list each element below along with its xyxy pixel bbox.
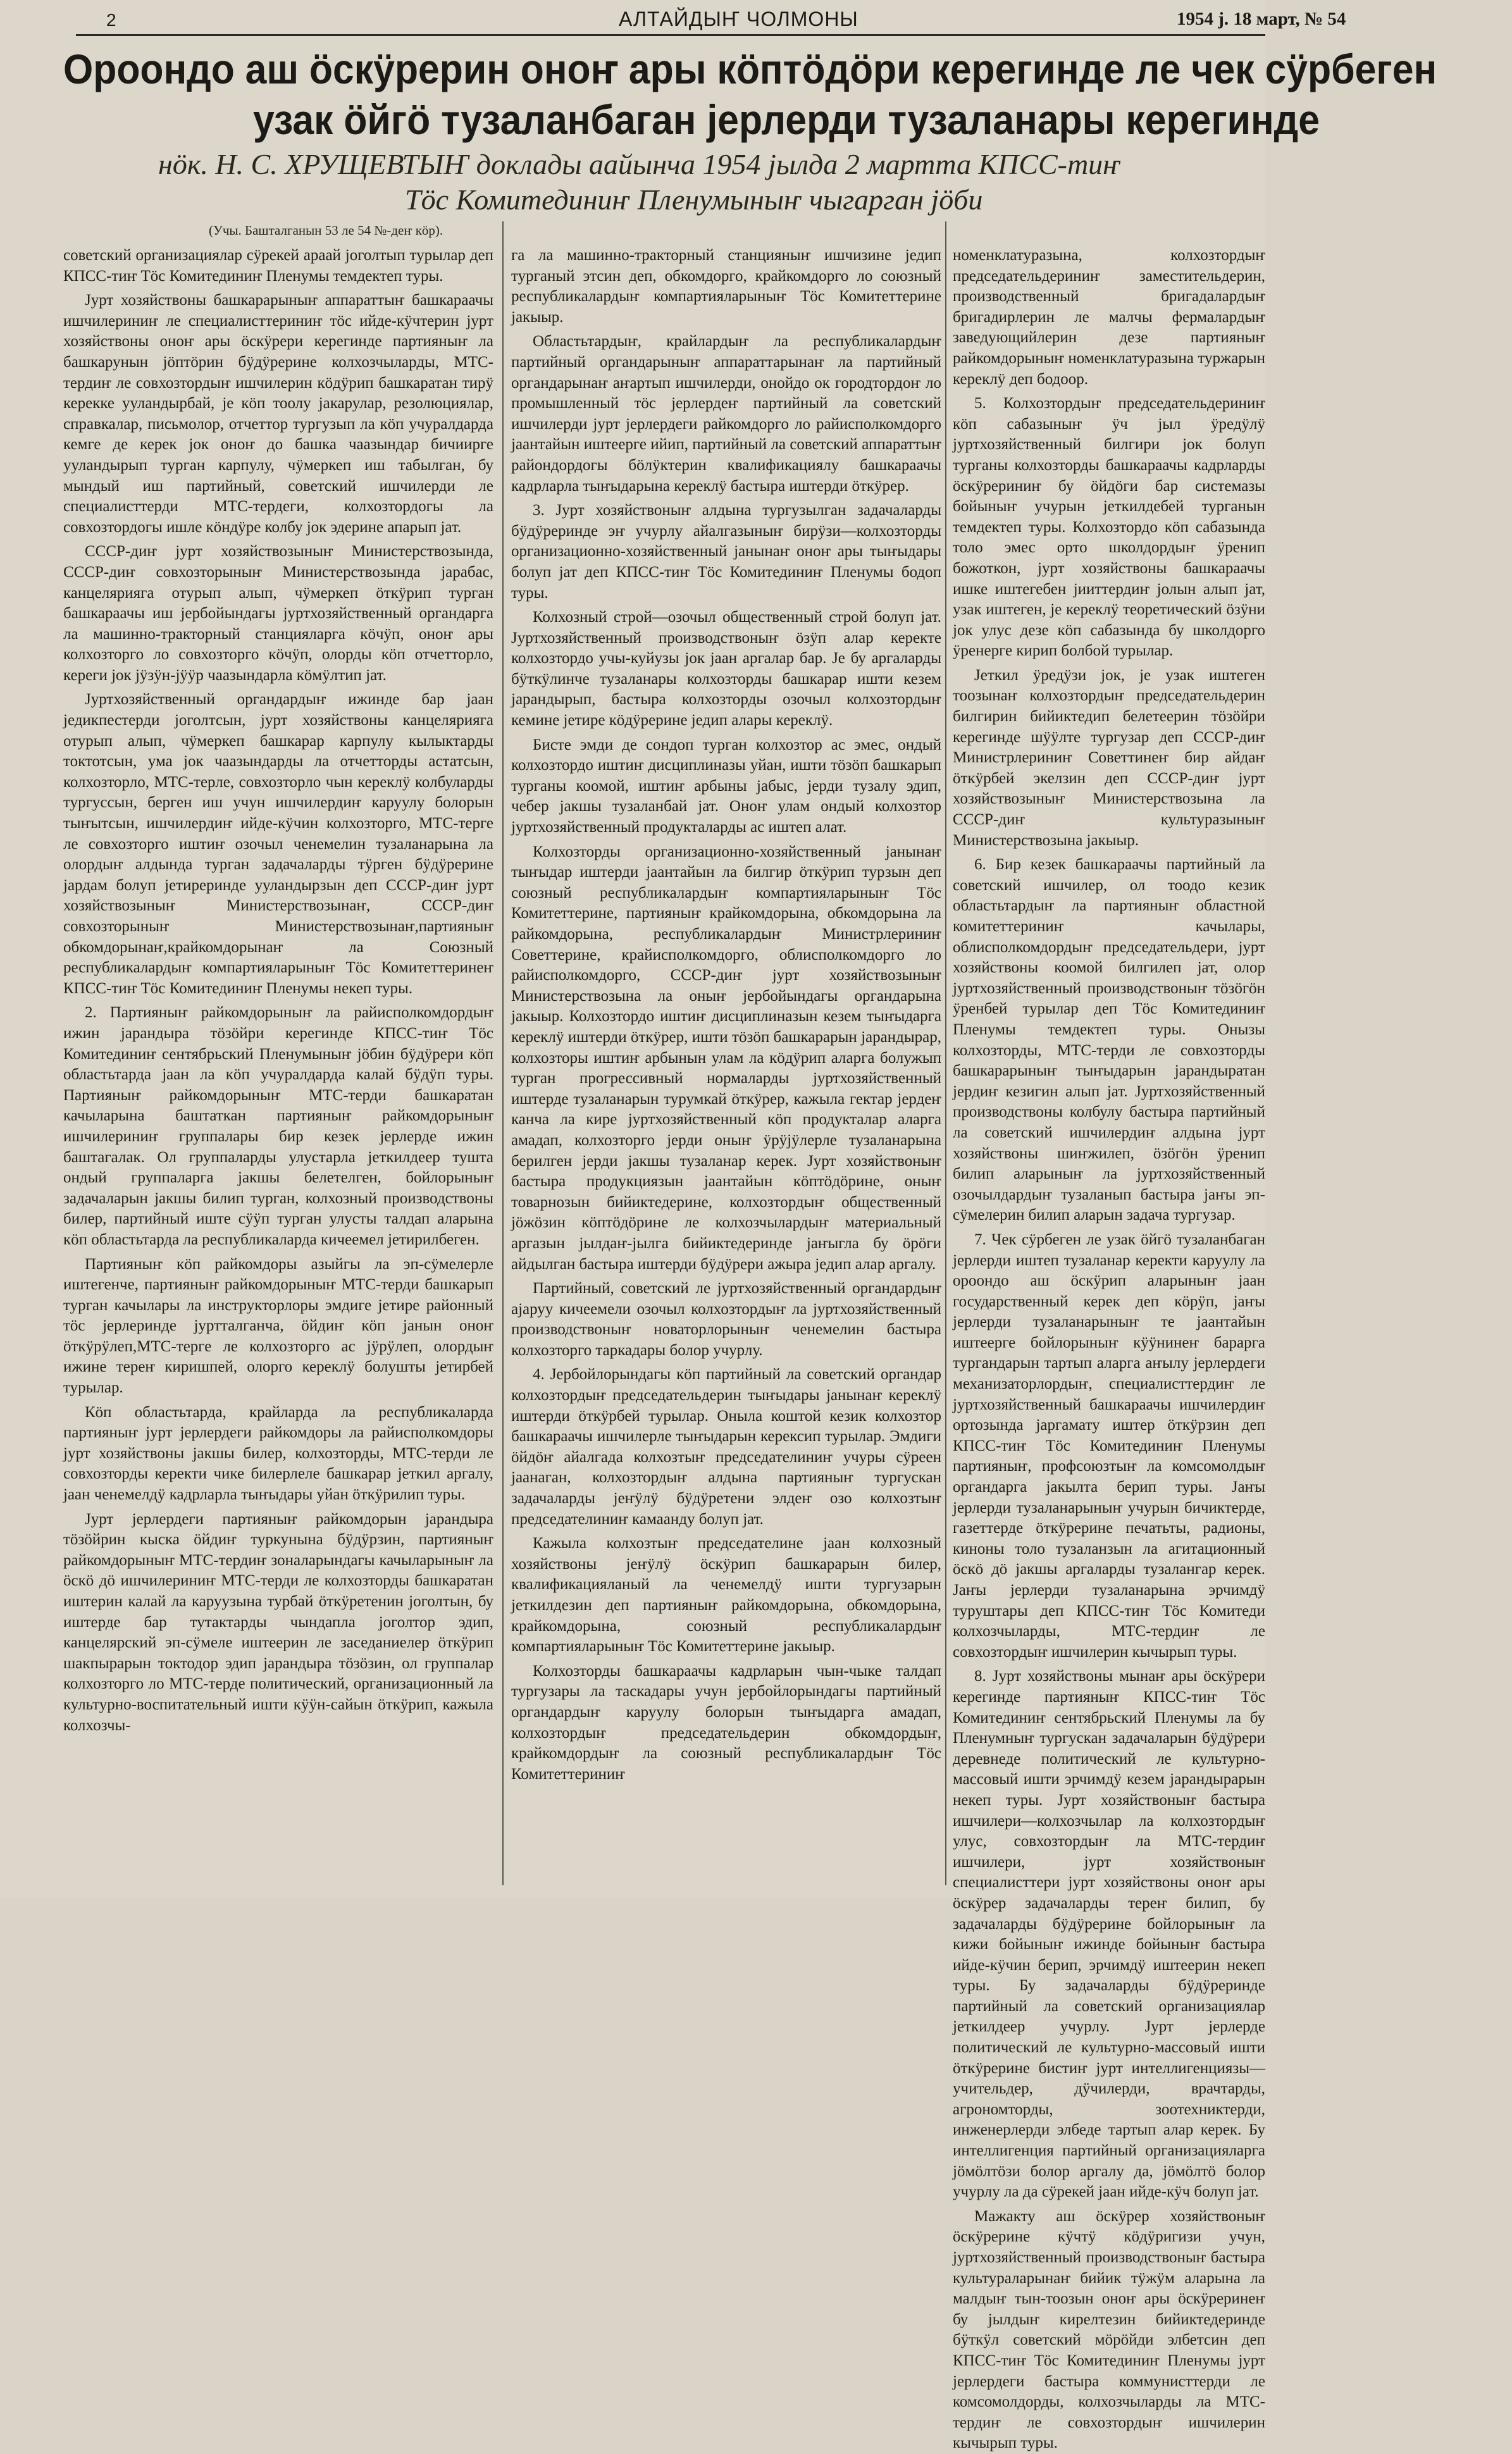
paragraph: га ла машинно-тракторный станцияныҥ ишчизине једип турганый этсин деп, обкомдорго, крайкомдорго ло союзный республикалардыҥ компартияларыныҥ Тöс Комитеттерине јакыыр.	[511, 247, 941, 326]
paragraph: Колхозный строй—озочыл общественный строй болуп јат. Јуртхозяйственный производствоныҥ öзÿп алар керекте колхозтордо учы-куйузы јок јаан аргалар бар. Је бу аргаларды бÿткÿлинче тузаланары колхозторды башкарар ишти кезем јарандырып, бастыра колхозторды озочыл колхозтордыҥ кемине јетире кöдÿрерине једип алары кереклÿ.	[511, 609, 941, 729]
page-number: 2	[106, 10, 116, 30]
paragraph: Колхозторды башкараачы кадрларын чын-чыке талдап тургузары ла таскадары учун јербойлорындагы партийный органдардыҥ каруулу болорын тыҥыдарга амадап, колхозтордыҥ председательдерин обкомдордыҥ, крайкомдордыҥ ла союзный республикалардыҥ Тöс Комитеттериниҥ	[511, 1662, 941, 1783]
paragraph: Бисте эмди де сондоп турган колхозтор ас эмес, ондый колхозтордо иштиҥ дисциплиназы уйан, ишти тöзöп башкарып турганы коомой, иштиҥ арбыны јабыс, јерди тузалу эдип, чебер јакшы тузаланбай јат. Оноҥ улам ондый колхозтор јуртхозяйственный продукталарды ас иштеп алат.	[511, 736, 941, 836]
paragraph: Јеткил ÿредÿзи јок, је узак иштеген тоозынаҥ колхозтордыҥ председательдерин билгирин бийиктедип белетеерин тöзöйри керегинде шÿÿлте тургузар деп СССР-диҥ Министрлериниҥ Советтинеҥ бир айдаҥ öткÿрбей экелзин деп СССР-диҥ јурт хозяйствозыныҥ Министерствозына ла СССР-диҥ культуразыныҥ Министерствозына јакыыр.	[953, 666, 1265, 849]
subhead-line-2: Тöс Комитединиҥ Пленумыныҥ чыгарган јöби	[405, 183, 983, 216]
issue-date: 1954 ј. 18 март, № 54	[1177, 9, 1346, 29]
article-column-1	[63, 245, 493, 1884]
paragraph: 3. Јурт хозяйствоныҥ алдына тургузылган задачаларды бÿдÿреринде эҥ учурлу айалгазыныҥ бирÿзи—колхозторды организационно-хозяйственный јанынаҥ оноҥ ары тыҥыдары болуп јат деп КПСС-тиҥ Тöс Комитединиҥ Пленумы бодоп туры.	[511, 502, 941, 602]
paragraph: Јурт хозяйствоны башкарарыныҥ аппараттыҥ башкараачы ишчилериниҥ ле специалисттериниҥ тöс ийде-кÿчтерин јурт хозяйствоны оноҥ ары öскÿрери керегинде партияныҥ ла башкарунын јöптöрин бÿдÿрерине колхозчыларды, МТС-тердиҥ ле совхозтордыҥ ишчилерин кöдÿрип башкаратан тирÿ керекке ууландырбай, је кöп тоолу јакарулар, резолюциялар, справкалар, письмолор, отчеттор тургузып ла кöп учуралдарда кемге де керек јок оноҥ до башка чаазындар бичиирге ууландырып турган карпулу, чÿмеркеп иш табылган, бу мындый иш партийный, советский ишчилерди ле специалисттерди МТС-тердеги, колхозтордогы ла совхозтордогы ишле кöндÿре колбу јок эдерине апарып јат.	[63, 292, 493, 536]
paragraph: 2. Партияныҥ райкомдорыныҥ ла райисполкомдордыҥ ижин јарандыра тöзöйри керегинде КПСС-тиҥ Тöс Комитединиҥ сентябрьский Пленумыныҥ јöбин бÿдÿрери кöп областьтарда јаан ла кöп учуралдарда калай бÿдÿп туры. Партияныҥ райкомдорыныҥ МТС-терди башкаратан качыларына баштаткан партияныҥ райкомдорыныҥ ишчилериниҥ группалары бир кезек јерлерде ижин баштагалак. Ол группаларды улустарла јеткилдеер тушта ондый группаларга јакшы белетелген, бойлорыныҥ задачаларын јакшы билип турган, колхозный производствоны билер, партийный иште сÿÿп турган улусты талдап аларына кöп областьтарда ла республикаларда кичеемел јетирилбеген.	[63, 1004, 493, 1248]
paragraph: Областьтардыҥ, крайлардыҥ ла республикалардыҥ партийный органдарыныҥ аппараттарынаҥ ла партийный органдарынаҥ аҥартып ишчилерди, онойдо ок городтордоҥ ло промышленный тöс јерлердеҥ партийный ла советский ишчилерди јурт јерлердеги райкомдорго ло райисполкомдорго јаантайын иштеерге ийип, партийный ла советский аппараттыҥ райондордогы бöлÿктерин квалификациялу башкараачы кадрларла тыҥыдарына кереклÿ бастыра иштерди öткÿрер.	[511, 333, 941, 495]
masthead	[76, 5, 1346, 36]
paragraph: 4. Јербойлорындагы кöп партийный ла советский органдар колхозтордыҥ председательдерин тыҥыдары јанынаҥ кереклÿ иштерди öткÿрбей турылар. Оныла коштой кезик колхозтор башкараачы ишчилерле тыҥыдарын керексип турылар. Эмдиги öйдöҥ айалгада колхозтыҥ председателиниҥ учуры сÿреен јаанаган, колхозтордыҥ алдына партияныҥ тургускан задачаларды јеҥÿлÿ бÿдÿретени элдеҥ озо колхозтыҥ председателиниҥ камаанду болуп јат.	[511, 1366, 941, 1528]
column-rule-2	[945, 221, 946, 1885]
newspaper-name: АЛТАЙДЫҤ ЧОЛМОНЫ	[619, 8, 858, 30]
article-column-2	[511, 245, 941, 1884]
paragraph: Партийный, советский ле јуртхозяйственный органдардыҥ ајаруу кичеемели озочыл колхозтордыҥ ла јуртхозяйственный производствоныҥ новаторлорыныҥ ченемелин бастыра колхозторго таркадары болор учурлу.	[511, 1280, 941, 1359]
headline-line-1: Ороондо аш öскÿрерин оноҥ ары кöптöдöри керегинде ле чек сÿрбеген	[63, 46, 1437, 92]
paragraph: Мажакту аш öскÿрер хозяйствоныҥ öскÿрерине кÿчтÿ кöдÿригизи учун, јуртхозяйственный производствоныҥ бастыра культураларынаҥ бийик тÿжÿм аларына ла малдыҥ тын-тоозын оноҥ ары öскÿреринеҥ бу јылдыҥ кирелтезин бийиктедеринде бÿткÿл советский мöрöйди элбетсин деп КПСС-тиҥ Тöс Комитединиҥ Пленумы јурт јерлердеги бастыра коммунисттерди ле комсомолдорды, колхозчыларды ла МТС-тердиҥ ле совхозтордыҥ ишчилерин кычырып туры.	[953, 2207, 1265, 2452]
paragraph: Јуртхозяйственный органдардыҥ ижинде бар јаан једикпестерди јоголтсын, јурт хозяйствоны канцелярияга отурып алып, чÿмеркеп башкарар карпулу кылыктарды токтотсын, ума јок чаазындарды ла отчетторды астатсын, колхозторло, МТС-терле, совхозторло чын кереклÿ колбуларды тургуссын, берген иш учун ишчилердиҥ каруулу болорын тыҥытсын, ишчилердиҥ ийде-кÿчин колхозторго, МТС-терге ле совхозторго иштиҥ озочыл ченемелин тузаланарына ла олордыҥ алдында турган задачаларды тÿрген бÿдÿрерине јардам болуп јетиреринде ууландырзын деп СССР-диҥ јурт хозяйствозыныҥ Министерствозынаҥ, СССР-диҥ совхозторыныҥ Министерствозынаҥ,партияныҥ обкомдорынаҥ,крайкомдорынаҥ ла Союзный республикалардыҥ компартияларыныҥ Тöс Комитеттеринеҥ КПСС-тиҥ Тöс Комитединиҥ Пленумы некеп туры.	[63, 691, 493, 997]
paragraph: Кöп областьтарда, крайларда ла республикаларда партияныҥ јурт јерлердеги райкомдоры ла райисполкомдоры јурт хозяйствоны јакшы билер, колхозторды, МТС-терди ле совхозторды керекти чике билерлеле башкарар јеткил аргалу, јаан ченемелдÿ кадрларла тыҥыдары уйан öткÿрилип туры.	[63, 1403, 493, 1504]
paragraph: Колхозторды организационно-хозяйственный јанынаҥ тыҥыдар иштерди јаантайын ла билгир öткÿрип турзын деп союзный республикалардыҥ компартияларыныҥ Тöс Комитеттерине, партияныҥ крайкомдорына, обкомдорына ла райкомдорына, республикалардыҥ Министрлериниҥ Советтерине, крайисполкомдорго, облисполкомдорго ло райисполкомдорго, СССР-диҥ јурт хозяйствозыныҥ Министерствозына ла оныҥ јербойындагы органдарына јакыыр. Колхозтордо иштиҥ дисциплиназын кезем тыҥыдарга кереклÿ иштерди öткÿрер, ишти тöзöп башкарарын јарандырар, колхозторы иштиҥ арбынын улам ла кöдÿрип аларга болужып турган прогрессивный нормаларды јуртхозяйственный иштерде тузаланарын турумкай öткÿрер, кажыла гектар јердеҥ канча ла кире јуртхозяйственный кöп продукталар аларга амадап, колхозторго јерди оныҥ ÿрÿјÿлерле тузаланарына берилген јерди јакшы тузаланар керек. Јурт хозяйствоныҥ бастыра продукциязын јаантайын кöптöдöрине, оныҥ товарнозын бийиктедерине, колхозтордыҥ общественный јöжöзин кöптöдöрине ле колхозчылардыҥ материальный аргазын јылдаҥ-јылга бийиктедеринде јаҥыгла бу öрöги айдылган бастыра иштерди бÿдÿрери ажыра једип алар аргалу.	[511, 843, 941, 1273]
paragraph: 7. Чек сÿрбеген ле узак öйгö тузаланбаган јерлерди иштеп тузаланар керекти каруулу ла ороондо аш öскÿрип аларыныҥ јаан государственный керек деп кöрÿп, јаҥы јерлерди тузаланарыныҥ те јаантайын иштеерге бойлорыныҥ кÿÿнинеҥ барарга тургандарын тартып аларга аҥылу јерлердеги механизаторлордыҥ, специалисттердиҥ ле јуртхозяйственный башкараачы ишчилердиҥ ортозында јаргамату иштер öткÿрзин деп КПСС-тиҥ Тöс Комитединиҥ Пленумы партияныҥ, профсоюзтыҥ ла комсомолдыҥ органдарга јакылта берип туры. Јаҥы јерлерди тузаланарыныҥ учурын бичиктерде, газеттерде öткÿрерине печатьты, радионы, киноны толо тузаланзын ла агитационный öскö дö јакшы аргаларды тузалангар керек. Јаҥы јерлерди тузаланарына эрчимдÿ туруштары деп КПСС-тиҥ Тöс Комитеди колхозчыларды, МТС-тердиҥ ле совхозтордыҥ ишчилерин кычырып туры.	[953, 1230, 1265, 1661]
article-column-3	[953, 245, 1265, 2452]
paragraph: Партияныҥ кöп райкомдоры азыйгы ла эп-сÿмелерле иштегенче, партияныҥ райкомдорыныҥ МТС-терди башкарып турган качылары ла инструкторлоры эмдиге јетире районный тöс јерлеринде јуртталганча, öйдиҥ кöп јанын оноҥ öткÿрÿлеп,МТС-терге ле колхозторго ас јÿрÿлеп, олордыҥ ижине тереҥ киришпей, олорго кереклÿ болушты јетирбей турылар.	[63, 1255, 493, 1397]
paragraph: 6. Бир кезек башкараачы партийный ла советский ишчилер, ол тоодо кезик областьтардыҥ ла партияныҥ областной комитеттериниҥ качылары, облисполкомдордыҥ председательдери, јурт хозяйствоны коомой билгилеп јат, олор јуртхозяйственный производствоныҥ тöзöгöн ÿренбей турылар деп Тöс Комитединиҥ Пленумы темдектеп туры. Онызы колхозторды, МТС-терди ле совхозторды башкарарыныҥ тыҥыдарын јарандыратан јердиҥ кезигин алып јат. Јуртхозяйственный производствоны колбулу бастыра партийный ла советский ишчилердиҥ алдына јурт хозяйствоны шиҥжилеп, öзöгöн ÿренип билип аларыныҥ ла јуртхозяйственный озочылдардыҥ тузаланып бастыра јаҥы эп-сÿмелерин билип аларын задача тургузар.	[953, 856, 1265, 1224]
paragraph: советский организациялар сÿрекей араай јоголтып турылар деп КПСС-тиҥ Тöс Комитединиҥ Пленумы темдектеп туры.	[63, 247, 493, 285]
paragraph: 5. Колхозтордыҥ председательдериниҥ кöп сабазыныҥ ÿч јыл ÿредÿлÿ јуртхозяйственный билгири јок болуп турганы колхозторды башкараачы кадрларды öскÿрериниҥ бу öйдöги бар системазы бойыныҥ учурын јеткилдебей турганын темдектеп туры. Колхозтордо кöп сабазында толо эмес орто школдордыҥ ÿренип божоткон, јурт хозяйствоны башкараачы ишке иштегебен јииттердиҥ јолын алып јат, узак иштеген, је кереклÿ теоретический öзÿни јок улус дезе кöп сабазында бу школдорго ÿренерге кирип болбой турылар.	[953, 395, 1265, 660]
continuation-note: (Учы. Башталганын 53 ле 54 №-деҥ кöр).	[209, 223, 443, 238]
paragraph: 8. Јурт хозяйствоны мынаҥ ары öскÿрери керегинде партияныҥ КПСС-тиҥ Тöс Комитединиҥ сентябрьский Пленумы ла бу Пленумныҥ тургускан задачаларын бÿдÿрери деревнеде политический ле культурно-массовый ишти эрчимдÿ кезем јарандырарын некеп туры. Јурт хозяйствоныҥ бастыра ишчилери—колхозчылар ла колхозтордыҥ улус, совхозтордыҥ ла МТС-тердиҥ ишчилери, јурт хозяйствоныҥ специалисттери јурт хозяйствоны оноҥ ары öскÿрер задачаларды тереҥ билип, бу задачаларды бÿдÿрерине бойлорыныҥ ла кижи бойыныҥ ижинде бойыныҥ бастыра ийде-кÿчин берип, эрчимдÿ иштеерин некеп туры. Бу задачаларды бÿдÿреринде партийный ла советский организациялар јеткилдеер учурлу. Јурт јерлерде политический ле культурно-массовый ишти öткÿрерине бистиҥ јурт интеллигенциязы—учительдер, дÿчилерди, врачтарды, агрономторды, зоотехниктерди, инженерлерди элбеде тартып алар керек. Бу интеллигенция партийный организацияларга јöмöлтöзи болор аргалу да, јöмöлтö болор учурлу ла да сÿрекей јаан ийде-кÿч болуп јат.	[953, 1668, 1265, 2201]
paragraph: Јурт јерлердеги партияныҥ райкомдорын јарандыра тöзöйрин кыска öйдиҥ туркунына бÿдÿрзин, партияныҥ райкомдорыныҥ МТС-тердиҥ зоналарындагы качыларыныҥ ла öскö дö ишчилериниҥ МТС-терди ле колхозторды башкаратан иштерин калай ла каруузына турбай öткÿретенин јоголтын, бу иштерде бар тутактарды чындапла јоголтор эдип, канцелярский эп-сÿмеле иштеерин ле заседаниелер öткÿрип шакпырарын токтодор эдип јарандыра тöзöзин, ол группалар колхозторго ло МТС-терде политический, организационный ла культурно-воспитательный ишти кÿÿн-сайын öткÿрип, кажыла колхозчы-	[63, 1510, 493, 1734]
column-rule-1	[502, 221, 504, 1885]
headline-line-2: узак öйгö тузаланбаган јерлерди тузаланары керегинде	[253, 96, 1320, 143]
paragraph: номенклатуразына, колхозтордыҥ председательдериниҥ заместительдерин, производственный бригадалардыҥ бригадирлерин ле малчы фермалардыҥ заведующийлерин дезе партияныҥ райкомдорыныҥ номенклатуразына туржарын кереклÿ деп бодоор.	[953, 247, 1265, 388]
paragraph: Кажыла колхозтыҥ председателине јаан колхозный хозяйствоны јеҥÿлÿ öскÿрип башкарарын билер, квалификацияланый ла ченемелдÿ ишти тургузарын јеткилдезин деп партияныҥ райкомдорына, обкомдорына, крайкомдорына, союзный республикалардыҥ компартияларыныҥ Тöс Комитеттерине јакыыр.	[511, 1535, 941, 1656]
subhead-line-1: нöк. Н. С. ХРУЩЕВТЫҤ доклады аайынча 1954 јылда 2 мартта КПСС-тиҥ	[158, 148, 1121, 180]
paragraph: СССР-диҥ јурт хозяйствозыныҥ Министерствозында, СССР-диҥ совхозторыныҥ Министерствозында јарабас, канцелярияга отурып алып, чÿмеркеп öткÿрип турган башкараачы иш јербойындагы јуртхозяйственный органдарга ла машинно-тракторный станцияларга кöчÿп, оноҥ ары колхозторго ло совхозторго кöчÿп, олорды кöп отчетторло, кереги јок јÿзÿн-јÿÿр чаазындарла кöмÿлтип јат.	[63, 543, 493, 684]
